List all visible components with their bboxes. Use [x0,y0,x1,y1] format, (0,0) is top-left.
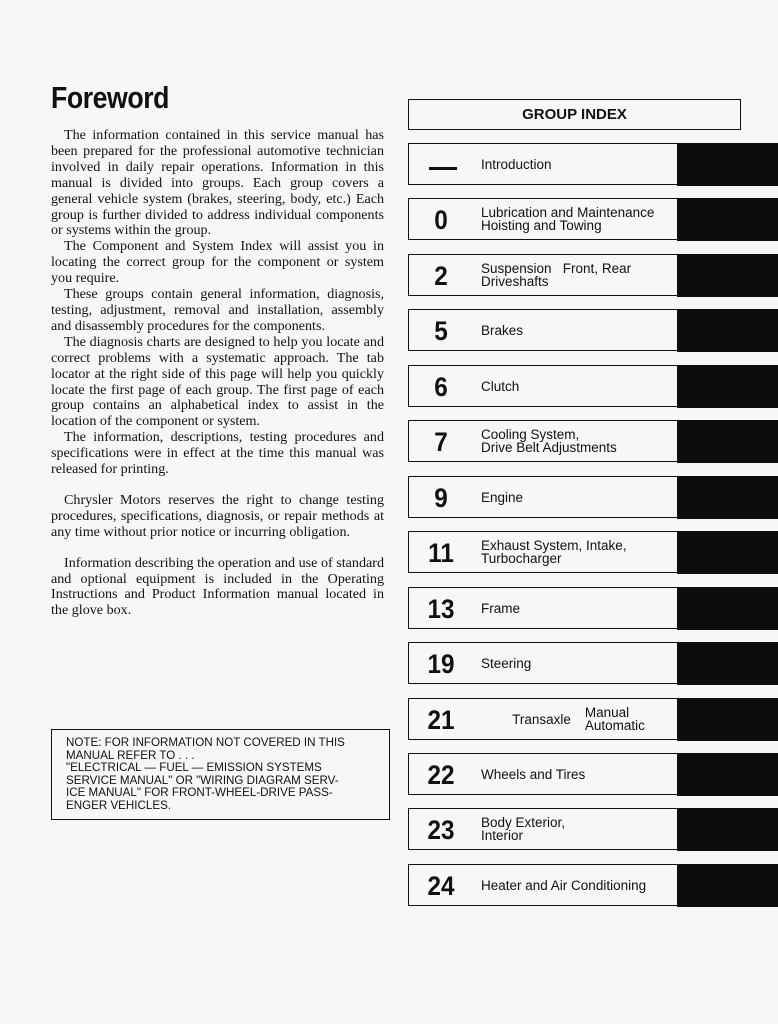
dash-icon [429,167,457,170]
group-label [481,421,676,461]
group-number: 7 [434,427,448,457]
tab-locator[interactable] [677,198,778,241]
foreword-paragraph: These groups contain general information, diagnosis, testing, adjustment, removal and installation, assembly and disassembly procedures for the components. [51,286,384,334]
group-row-6[interactable] [408,365,778,407]
group-label-line: Drive Belt Adjustments [481,440,617,455]
group-row-24[interactable] [408,864,778,906]
group-number: 23 [427,815,455,845]
tab-locator[interactable] [677,642,778,685]
group-label [481,310,676,350]
tab-locator[interactable] [677,531,778,574]
group-label-line: Transaxle [512,711,571,727]
tab-locator[interactable] [677,365,778,408]
group-label-line: Steering [481,655,532,671]
group-number: 13 [427,594,455,624]
foreword-paragraph: The information contained in this service manual has been prepared for the professional automotive technician involved in daily repair operations. Information in this manual is divided into groups. Each group covers a general vehicle system (brakes, steering, body, etc.) Each group is further divided to address individual components or systems within the group. [51,127,384,239]
group-label-line: Suspension Front, Rear [481,261,632,276]
foreword-paragraph: The Component and System Index will assist you in locating the correct group for the component or system you require. [51,238,384,287]
group-label [481,532,676,572]
group-box [408,365,677,407]
group-row-23[interactable] [408,808,778,850]
group-label-line: Introduction [481,156,552,172]
group-row-9[interactable] [408,476,778,518]
group-label-line: Cooling System, [481,427,580,442]
group-box [408,309,677,351]
group-label-line: Frame [481,600,521,616]
group-number: 11 [428,538,454,568]
group-row-7[interactable] [408,420,778,462]
tab-locator[interactable] [677,808,778,851]
tab-locator[interactable] [677,143,778,186]
group-box [408,531,677,573]
group-label-line: Wheels and Tires [481,766,586,782]
group-label-line: Clutch [481,378,520,394]
tab-locator[interactable] [677,587,778,630]
tab-locator[interactable] [677,753,778,796]
group-label [481,366,676,406]
foreword-paragraph: Chrysler Motors reserves the right to change testing procedures, specifications, diagnosis, or repair methods at any time without prior notice or incurring obligation. [51,491,384,540]
group-number: 9 [434,483,448,513]
group-number: 21 [427,705,455,735]
group-number: 19 [427,649,455,679]
group-label [481,699,676,739]
group-box [408,808,677,850]
group-box [408,753,677,795]
transaxle-manual: Manual [584,705,630,720]
group-box [408,198,677,240]
group-label [481,477,676,517]
group-label [481,643,676,683]
group-row-11[interactable] [408,531,778,573]
group-number: 0 [434,205,448,235]
foreword-paragraph: Information describing the operation and use of standard and optional equipment is included in the Operating Instructions and Product Information manual located in the glove box. [51,554,384,619]
foreword-paragraph: The information, descriptions, testing procedures and specifications were in effect at the time this manual was released for printing. [51,429,384,478]
tab-locator[interactable] [677,309,778,352]
group-row-0[interactable] [408,198,778,240]
page-title: Foreword [51,80,170,115]
group-box [408,254,677,296]
group-label-line: Lubrication and Maintenance [481,205,655,220]
group-label-line: Driveshafts [481,274,549,289]
foreword-paragraph: The diagnosis charts are designed to help you locate and correct problems with a systematic approach. The tab locator at the right side of this page will help you quickly locate the first page of each group. The first page of each group contains an alphabetical index to assist in the location of the component or system. [51,333,384,430]
group-label [481,199,676,239]
group-row-22[interactable] [408,753,778,795]
group-row-introduction[interactable] [408,143,778,185]
tab-locator[interactable] [677,476,778,519]
group-row-19[interactable] [408,642,778,684]
group-label-line: Engine [481,489,524,505]
group-box [408,698,677,740]
note-box: NOTE: FOR INFORMATION NOT COVERED IN THIS MANUAL REFER TO . . . "ELECTRICAL — FUEL — EMISSION SYSTEMS SERVICE MANUAL" OR "WIRING DIAGRAM SERV- ICE MANUAL" FOR FRONT-WHEEL-DRIVE PASS- ENGER VEHICLES. [51,729,390,820]
group-box [408,143,677,185]
group-label-line: Heater and Air Conditioning [481,877,647,893]
group-label [481,809,676,849]
group-box [408,864,677,906]
group-label-line: Brakes [481,322,524,338]
group-number: 24 [427,871,455,901]
group-label-line: Hoisting and Towing [481,218,602,233]
group-row-21[interactable] [408,698,778,740]
group-box [408,476,677,518]
group-label [481,754,676,794]
group-index-header: GROUP INDEX [408,99,741,130]
group-row-5[interactable] [408,309,778,351]
tab-locator[interactable] [677,420,778,463]
group-row-13[interactable] [408,587,778,629]
group-box [408,642,677,684]
group-label [481,255,676,295]
group-box [408,420,677,462]
group-label-line: Turbocharger [481,551,562,566]
group-number: 2 [434,261,448,291]
group-number: 6 [434,372,448,402]
group-label-line: Interior [481,828,524,843]
group-label [481,144,676,184]
group-label-line: Body Exterior, [481,815,566,830]
group-label [481,865,676,905]
group-number: 5 [434,316,448,346]
transaxle-automatic: Automatic [584,718,645,733]
group-number: 22 [427,760,455,790]
group-box [408,587,677,629]
tab-locator[interactable] [677,864,778,907]
tab-locator[interactable] [677,254,778,297]
group-row-2[interactable] [408,254,778,296]
tab-locator[interactable] [677,698,778,741]
group-label [481,588,676,628]
transaxle-types [585,706,645,732]
group-label-line: Exhaust System, Intake, [481,538,627,553]
foreword-body [51,128,384,619]
